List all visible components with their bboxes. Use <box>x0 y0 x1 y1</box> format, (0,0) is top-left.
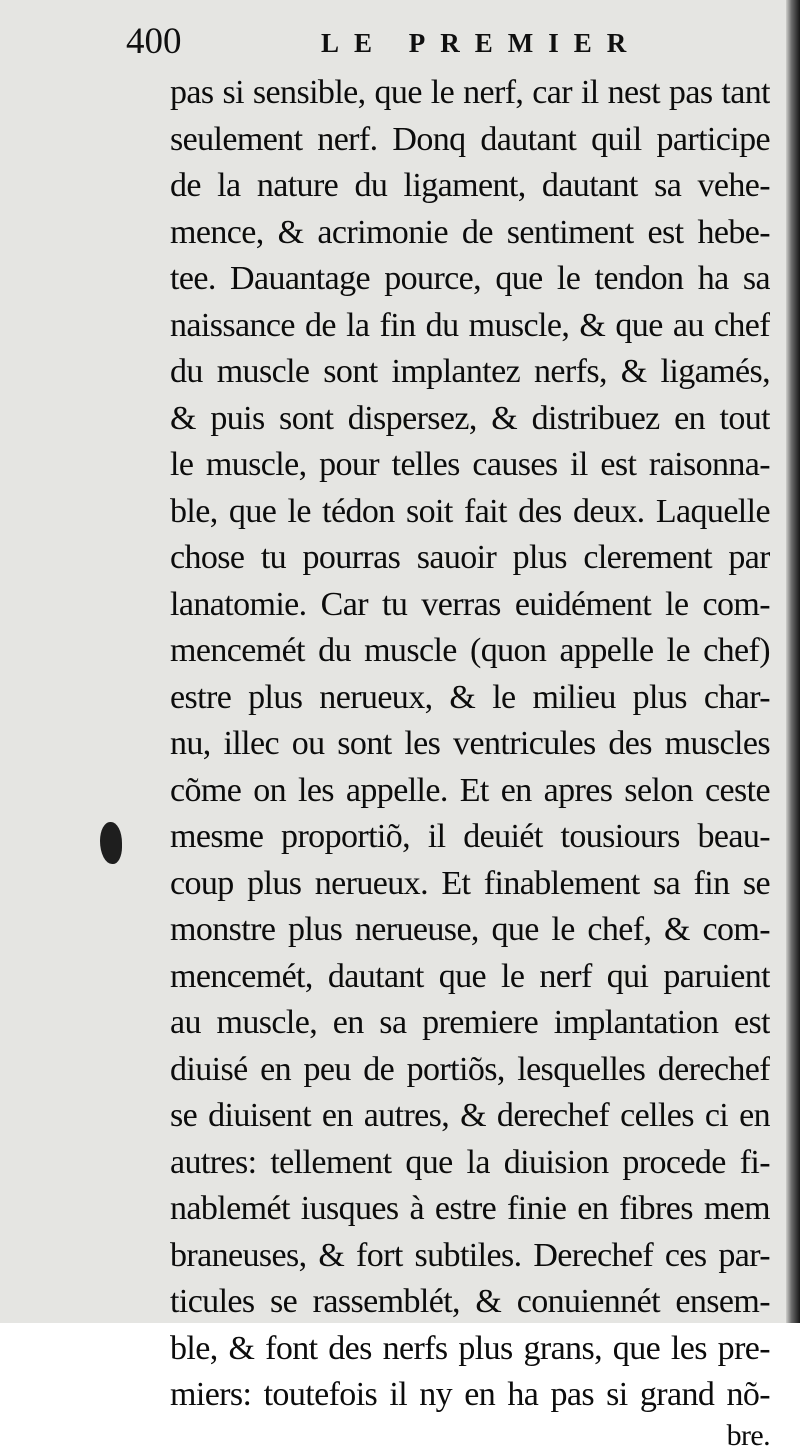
text-line: de la nature du ligament, dautant sa vehe- <box>170 167 770 204</box>
text-line: naissance de la fin du muscle, & que au chef <box>170 306 770 344</box>
body-text <box>170 70 770 1453</box>
text-line: pas si sensible, que le nerf, car il nest pas tant <box>170 74 770 111</box>
text-line: mence, & acrimonie de sentiment est hebe- <box>170 213 770 251</box>
text-line: se diuisent en autres, & derechef celles ci en <box>170 1097 770 1134</box>
page-number: 400 <box>126 21 182 62</box>
text-line: nu, illec ou sont les ventricules des muscles <box>170 725 770 762</box>
text-line: coup plus nerueux. Et finablement sa fin se <box>170 864 770 902</box>
text-line: monstre plus nerueuse, que le chef, & com- <box>170 911 770 948</box>
text-line: cõme on les appelle. Et en apres selon ceste <box>170 771 770 809</box>
text-line: braneuses, & fort subtiles. Derechef ces par- <box>170 1236 770 1274</box>
running-title: LE PREMIER <box>321 28 642 58</box>
text-line: mencemét du muscle (quon appelle le chef) <box>170 632 770 669</box>
text-line: bre. <box>726 1418 770 1452</box>
text-line: mencemét, dautant que le nerf qui paruient <box>170 957 770 995</box>
text-line: ble, que le tédon soit fait des deux. Laquelle <box>170 492 770 530</box>
text-line: ble, & font des nerfs plus grans, que les pre- <box>170 1329 770 1367</box>
text-line: nablemét iusques à estre finie en fibres mem <box>170 1190 770 1227</box>
text-line: le muscle, pour telles causes il est raisonna- <box>170 446 770 483</box>
text-line: chose tu pourras sauoir plus clerement par <box>170 539 770 576</box>
text-line: tee. Dauantage pource, que le tendon ha sa <box>170 260 770 297</box>
text-line: lanatomie. Car tu verras euidément le com- <box>170 585 770 623</box>
book-edge <box>786 0 800 1323</box>
text-line: & puis sont dispersez, & distribuez en tout <box>170 399 770 437</box>
text-line: du muscle sont implantez nerfs, & ligamés, <box>170 353 770 390</box>
text-line: miers: toutefois il ny en ha pas si grand nõ- <box>170 1376 770 1413</box>
text-line: ticules se rassemblét, & conuiennét ensem- <box>170 1283 770 1320</box>
text-line: autres: tellement que la diuision procede fi- <box>170 1143 770 1181</box>
text-line: au muscle, en sa premiere implantation est <box>170 1004 770 1041</box>
text-line: diuisé en peu de portiõs, lesquelles derechef <box>170 1050 770 1088</box>
text-line: seulement nerf. Donq dautant quil participe <box>170 120 770 158</box>
page-header <box>126 20 726 68</box>
text-line: estre plus nerueux, & le milieu plus char- <box>170 678 770 716</box>
text-line: mesme proportiõ, il deuiét tousiours beau- <box>170 818 770 855</box>
ink-blot-mark <box>100 822 122 864</box>
